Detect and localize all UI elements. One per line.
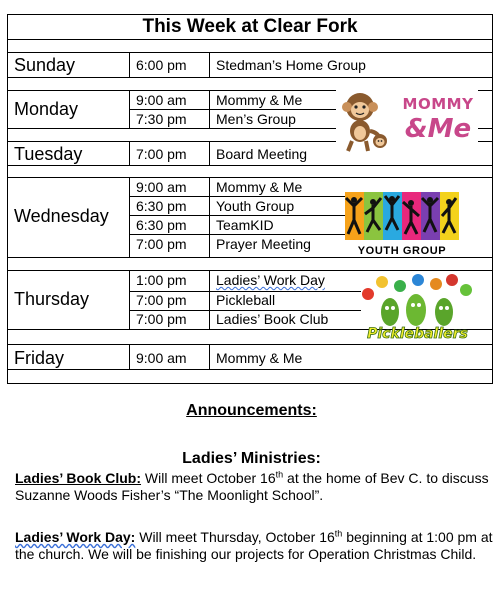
event-name: Youth Group (216, 198, 295, 214)
rule (129, 270, 130, 329)
pickleballers-caption: Pickleballers (367, 326, 468, 342)
rule (8, 165, 492, 166)
event-time: 1:00 pm (136, 272, 187, 288)
event-name: Ladies’ Work Day (216, 272, 325, 288)
rule (209, 52, 210, 77)
event-time: 7:30 pm (136, 111, 187, 127)
event-time: 7:00 pm (136, 146, 187, 162)
book-club-announcement: Ladies’ Book Club: Will meet October 16th at the home of Bev C. to discuss Suzanne Woods Fisher’s “The Moonlight School”. (15, 469, 489, 503)
monkey-mother-child-icon (336, 87, 398, 155)
event-time: 6:30 pm (136, 217, 187, 233)
work-day-announcement: Ladies’ Work Day: Will meet Thursday, October 16th beginning at 1:00 pm at the church. We will be finishing our projects for Operation Christmas Child. (15, 528, 493, 562)
rule (8, 77, 492, 78)
rule (209, 90, 210, 128)
mommy-and-me-logo (336, 87, 478, 155)
youth-group-caption: YOUTH GROUP (357, 245, 447, 257)
day-label: Thursday (14, 289, 90, 309)
rule (8, 369, 492, 370)
youth-group-logo (343, 188, 461, 258)
schedule-title: This Week at Clear Fork (142, 16, 358, 37)
book-club-label: Ladies’ Book Club: (15, 470, 142, 486)
rule (8, 39, 492, 40)
rule (209, 270, 210, 329)
logo-line-1: MOMMY (402, 95, 474, 113)
event-name: Prayer Meeting (216, 236, 311, 252)
event-time: 7:00 pm (136, 292, 187, 308)
event-time: 6:00 pm (136, 57, 187, 73)
rule (209, 177, 210, 257)
event-name: Stedman’s Home Group (216, 57, 366, 73)
rule (129, 177, 130, 257)
event-time: 7:00 pm (136, 236, 187, 252)
event-name: Mommy & Me (216, 179, 303, 195)
rule (129, 90, 130, 128)
ministries-heading: Ladies’ Ministries: (182, 450, 321, 467)
event-name: Board Meeting (216, 146, 308, 162)
logo-line-2: &Me (404, 114, 472, 144)
day-label: Friday (14, 348, 65, 368)
announcements-heading: Announcements: (186, 402, 317, 419)
day-label: Wednesday (14, 206, 109, 226)
pickleballers-logo (356, 274, 479, 348)
rule (129, 344, 130, 369)
rule (209, 344, 210, 369)
day-label: Sunday (14, 55, 76, 75)
event-name: Pickleball (216, 292, 276, 308)
event-time: 6:30 pm (136, 198, 187, 214)
rule (129, 52, 130, 77)
event-time: 9:00 am (136, 179, 187, 195)
event-name: Mommy & Me (216, 350, 303, 366)
event-name: TeamKID (216, 217, 274, 233)
event-time: 7:00 pm (136, 311, 187, 327)
event-name: Ladies’ Book Club (216, 311, 329, 327)
event-name: Mommy & Me (216, 92, 303, 108)
rule (209, 141, 210, 165)
rule (129, 141, 130, 165)
jumping-silhouettes-icon (343, 190, 461, 244)
event-time: 9:00 am (136, 350, 187, 366)
event-name: Men’s Group (216, 111, 296, 127)
day-label: Tuesday (14, 144, 83, 164)
work-day-label: Ladies’ Work Day: (15, 529, 136, 545)
pickle-characters-icon (356, 274, 479, 330)
rule (8, 52, 492, 53)
day-label: Monday (14, 99, 79, 119)
event-time: 9:00 am (136, 92, 187, 108)
